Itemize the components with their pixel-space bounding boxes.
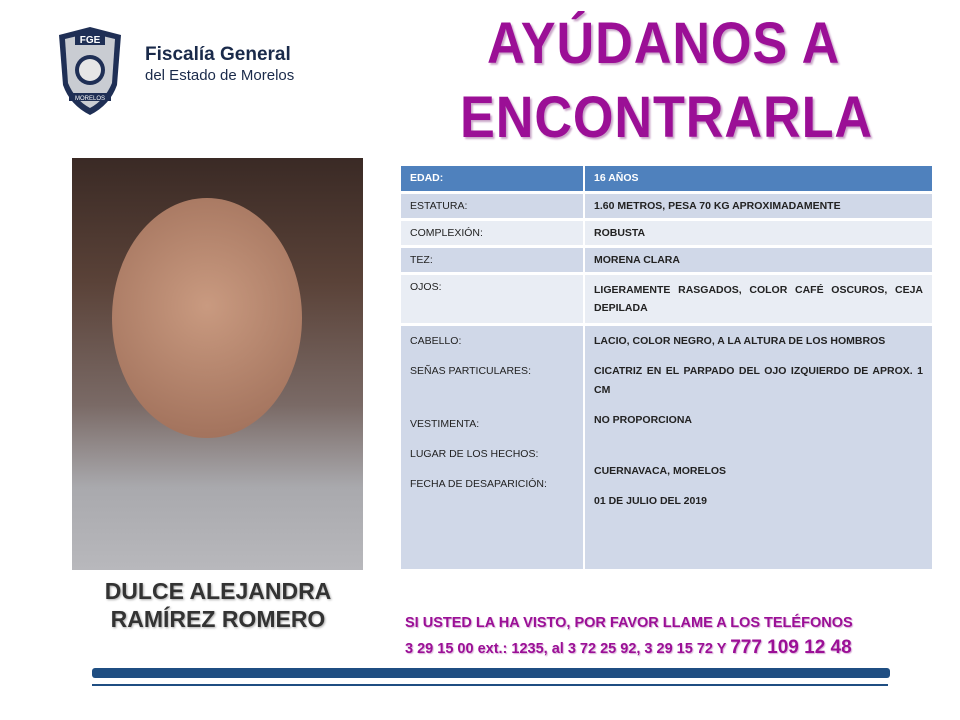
estatura-label: ESTATURA: <box>401 194 585 218</box>
fecha-value: 01 DE JULIO DEL 2019 <box>594 495 708 507</box>
cabello-label: CABELLO: <box>410 335 462 347</box>
table-row <box>401 166 934 191</box>
person-last-name: RAMÍREZ ROMERO <box>110 606 326 632</box>
senas-label: SEÑAS PARTICULARES: <box>410 365 531 377</box>
complexion-label: COMPLEXIÓN: <box>401 221 585 245</box>
table-row <box>401 248 934 272</box>
lugar-label: LUGAR DE LOS HECHOS: <box>410 448 539 460</box>
table-row <box>401 275 934 323</box>
headline-line1: AYÚDANOS A <box>487 11 841 76</box>
cabello-value: LACIO, COLOR NEGRO, A LA ALTURA DE LOS HOMBROS <box>594 335 886 347</box>
footer-bar <box>92 668 890 678</box>
description-table <box>401 163 934 572</box>
lugar-value: CUERNAVACA, MORELOS <box>594 465 727 477</box>
ojos-value: LIGERAMENTE RASGADOS, COLOR CAFÉ OSCUROS, CEJA DEPILADA <box>585 275 934 323</box>
fecha-label: FECHA DE DESAPARICIÓN: <box>410 478 547 490</box>
vestimenta-value: NO PROPORCIONA <box>594 414 693 426</box>
main-phone: 777 109 12 48 <box>730 637 852 658</box>
headline-line2: ENCONTRARLA <box>460 85 873 150</box>
fge-badge-logo <box>55 25 125 117</box>
missing-person-photo <box>72 158 363 570</box>
call-to-action: SI USTED LA HA VISTO, POR FAVOR LLAME A LOS TELÉFONOS <box>405 615 853 631</box>
ojos-label: OJOS: <box>401 275 585 323</box>
estatura-value: 1.60 METROS, PESA 70 KG APROXIMADAMENTE <box>585 194 934 218</box>
org-name: Fiscalía General <box>145 44 291 65</box>
vestimenta-label: VESTIMENTA: <box>410 418 480 430</box>
table-row <box>401 326 934 569</box>
tez-label: TEZ: <box>401 248 585 272</box>
edad-label: EDAD: <box>401 166 585 191</box>
svg-text:FGE: FGE <box>79 35 101 46</box>
person-first-name: DULCE ALEJANDRA <box>104 578 332 604</box>
complexion-value: ROBUSTA <box>585 221 934 245</box>
tez-value: MORENA CLARA <box>585 248 934 272</box>
table-row <box>401 221 934 245</box>
senas-value: CICATRIZ EN EL PARPADO DEL OJO IZQUIERDO DE APROX. 1 CM <box>594 365 923 396</box>
svg-text:MORELOS: MORELOS <box>74 96 106 102</box>
phone-numbers <box>405 637 852 659</box>
org-subname: del Estado de Morelos <box>145 67 295 84</box>
edad-value: 16 AÑOS <box>585 166 934 191</box>
phone-list: 3 29 15 00 ext.: 1235, al 3 72 25 92, 3 29 15 72 Y <box>405 641 731 657</box>
table-row <box>401 194 934 218</box>
footer-line <box>92 684 888 686</box>
